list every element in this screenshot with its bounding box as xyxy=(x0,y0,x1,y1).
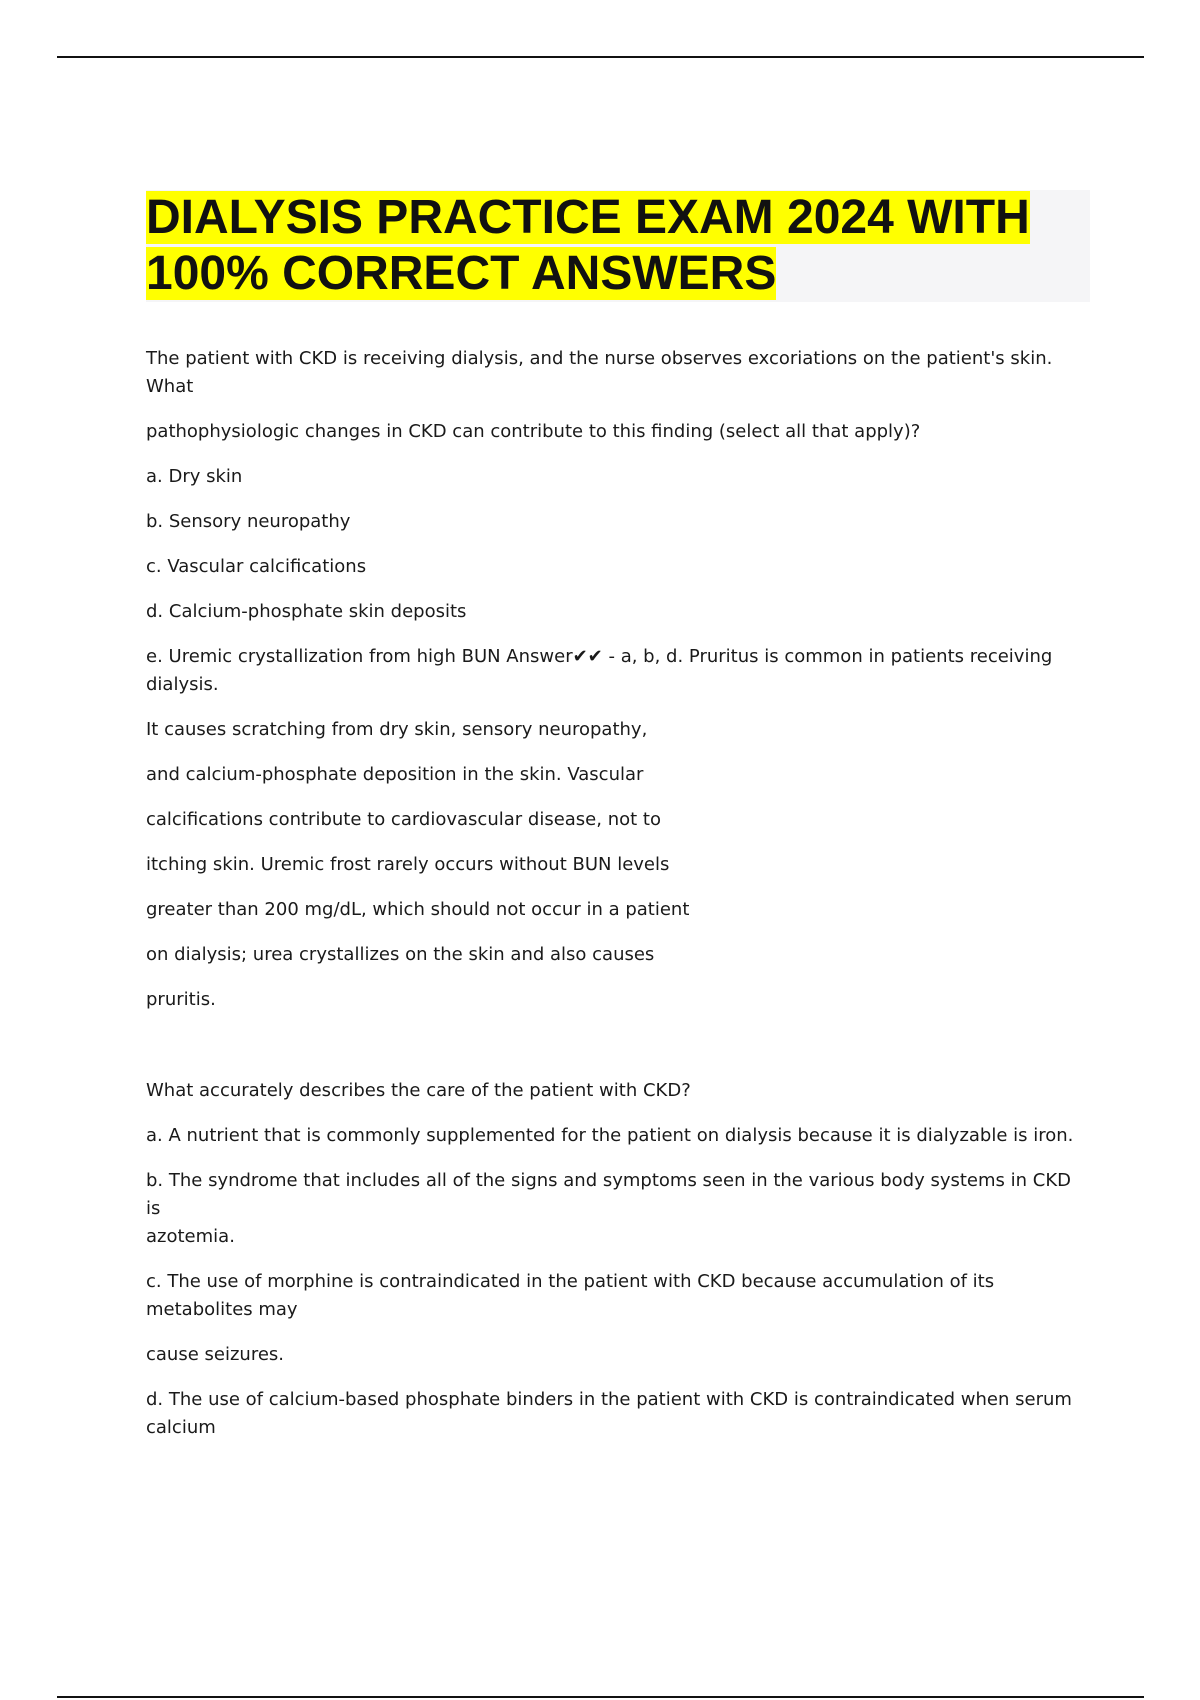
q2-option-d-line-2: calcium xyxy=(146,1417,216,1438)
q1-explanation-line: on dialysis; urea crystallizes on the skin and also causes xyxy=(146,944,655,965)
title-line-2: 100% CORRECT ANSWERS xyxy=(146,247,777,300)
header-rule xyxy=(57,56,1144,58)
q1-stem-line-2: What xyxy=(146,376,194,397)
q1-stem-line-1: The patient with CKD is receiving dialysis, and the nurse observes excoriations on the patient's skin. xyxy=(146,348,1053,369)
q2-stem: What accurately describes the care of the patient with CKD? xyxy=(146,1080,691,1101)
q1-option-b: b. Sensory neuropathy xyxy=(146,511,351,532)
q1-explanation-line: itching skin. Uremic frost rarely occurs without BUN levels xyxy=(146,854,670,875)
q1-explanation-line: pruritis. xyxy=(146,989,216,1010)
q1-explanation-line: It causes scratching from dry skin, sensory neuropathy, xyxy=(146,719,648,740)
q1-explanation-line: calcifications contribute to cardiovascular disease, not to xyxy=(146,809,661,830)
document-title xyxy=(146,190,1090,302)
q2-option-b-line-1: b. The syndrome that includes all of the signs and symptoms seen in the various body systems in CKD is xyxy=(146,1170,1071,1219)
title-block xyxy=(146,190,1090,302)
q2-option-d-line-1: d. The use of calcium-based phosphate binders in the patient with CKD is contraindicated when serum xyxy=(146,1389,1072,1410)
document-body xyxy=(146,345,1086,1442)
q1-option-e-line-2: dialysis. xyxy=(146,674,219,695)
q1-option-c: c. Vascular calcifications xyxy=(146,556,367,577)
q1-option-d: d. Calcium-phosphate skin deposits xyxy=(146,601,467,622)
q2-option-c-line-2: metabolites may xyxy=(146,1299,298,1320)
q2-option-c-line-3: cause seizures. xyxy=(146,1344,284,1365)
title-line-1: DIALYSIS PRACTICE EXAM 2024 WITH xyxy=(146,191,1030,244)
q1-stem-line-3: pathophysiologic changes in CKD can contribute to this finding (select all that apply)? xyxy=(146,421,921,442)
q1-option-e-line-1: e. Uremic crystallization from high BUN Answer✔✔ - a, b, d. Pruritus is common in patients receiving xyxy=(146,646,1053,667)
footer-rule xyxy=(57,1696,1144,1698)
q2-option-b-line-2: azotemia. xyxy=(146,1226,235,1247)
q2-option-a: a. A nutrient that is commonly supplemented for the patient on dialysis because it is dialyzable is iron. xyxy=(146,1125,1074,1146)
q1-explanation-line: greater than 200 mg/dL, which should not occur in a patient xyxy=(146,899,690,920)
q1-explanation-line: and calcium-phosphate deposition in the skin. Vascular xyxy=(146,764,644,785)
q2-option-c-line-1: c. The use of morphine is contraindicated in the patient with CKD because accumulation of its xyxy=(146,1271,995,1292)
q1-option-a: a. Dry skin xyxy=(146,466,243,487)
